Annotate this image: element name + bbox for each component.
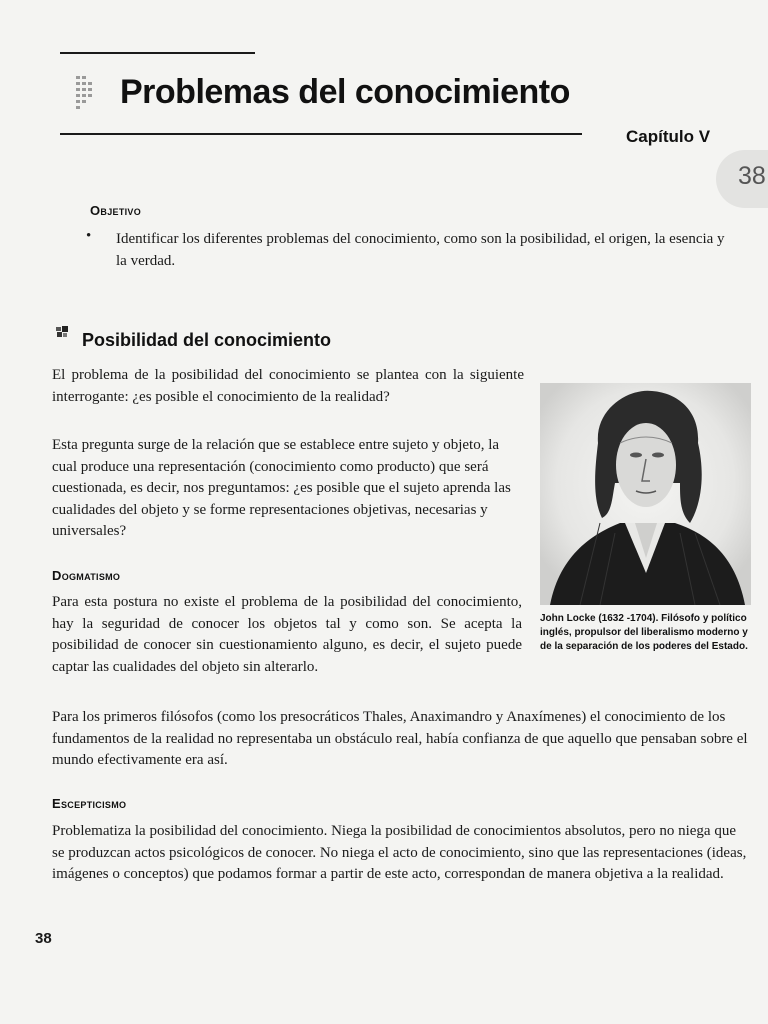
chapter-grid-icon [72,74,98,114]
section-paragraph-2: Esta pregunta surge de la relación que se establece entre sujeto y objeto, la cual produce una representación (conocimiento como producto) que será cuestionada, es decir, nos preguntamos: ¿es posible que el sujeto aprenda las cualidades del objeto y se forme representaciones objetivas, necesarias y universales? [52,437,511,539]
page-title: Problemas del conocimiento [120,73,570,111]
john-locke-portrait [540,383,751,605]
portrait-caption: John Locke (1632 -1704). Filósofo y político inglés, propulsor del liberalismo moderno y de la separación de los poderes del Estado. [540,613,748,652]
section-marker-icon [55,325,69,338]
page-tab-number: 38 [738,162,766,190]
dogmatismo-paragraph-2: Para los primeros filósofos (como los presocráticos Thales, Anaximandro y Anaxímenes) el conocimiento de los fundamentos de la realidad no representaba un obstáculo real, había confianza de que aquello que pensaban sobre el mundo efectivamente era así. [52,709,748,768]
escepticismo-paragraph: Problematiza la posibilidad del conocimiento. Niega la posibilidad de conocimientos absolutos, pero no niega que se produzcan actos psicológicos de conocer. No niega el acto de conocimiento, sino que las representaciones (ideas, imágenes o conceptos) que podamos formar a partir de este acto, correspondan de manera objetiva a la realidad. [52,823,747,882]
dogmatismo-paragraph-1: Para esta postura no existe el problema de la posibilidad del conocimiento, hay la seguridad de conocer los objetos tal y como son. Se acepta la posibilidad de conocer sin cuestionamiento alguno, es decir, el sujeto puede captar las cualidades del objeto sin alterarlo. [52,594,522,675]
objective-heading: Objetivo [90,203,142,218]
dogmatismo-heading: Dogmatismo [52,568,121,583]
top-rule [60,52,255,54]
page-number: 38 [35,930,52,947]
bullet-dot: • [86,228,92,244]
section-title: Posibilidad del conocimiento [82,330,332,350]
title-underline [60,133,582,135]
section-paragraph-1: El problema de la posibilidad del conocimiento se plantea con la siguiente interrogante: ¿es posible el conocimiento de la realidad? [52,367,524,405]
escepticismo-heading: Escepticismo [52,796,127,811]
objective-text: Identificar los diferentes problemas del conocimiento, como son la posibilidad, el origen, la esencia y la verdad. [116,231,725,269]
chapter-label: Capítulo V [626,127,711,146]
